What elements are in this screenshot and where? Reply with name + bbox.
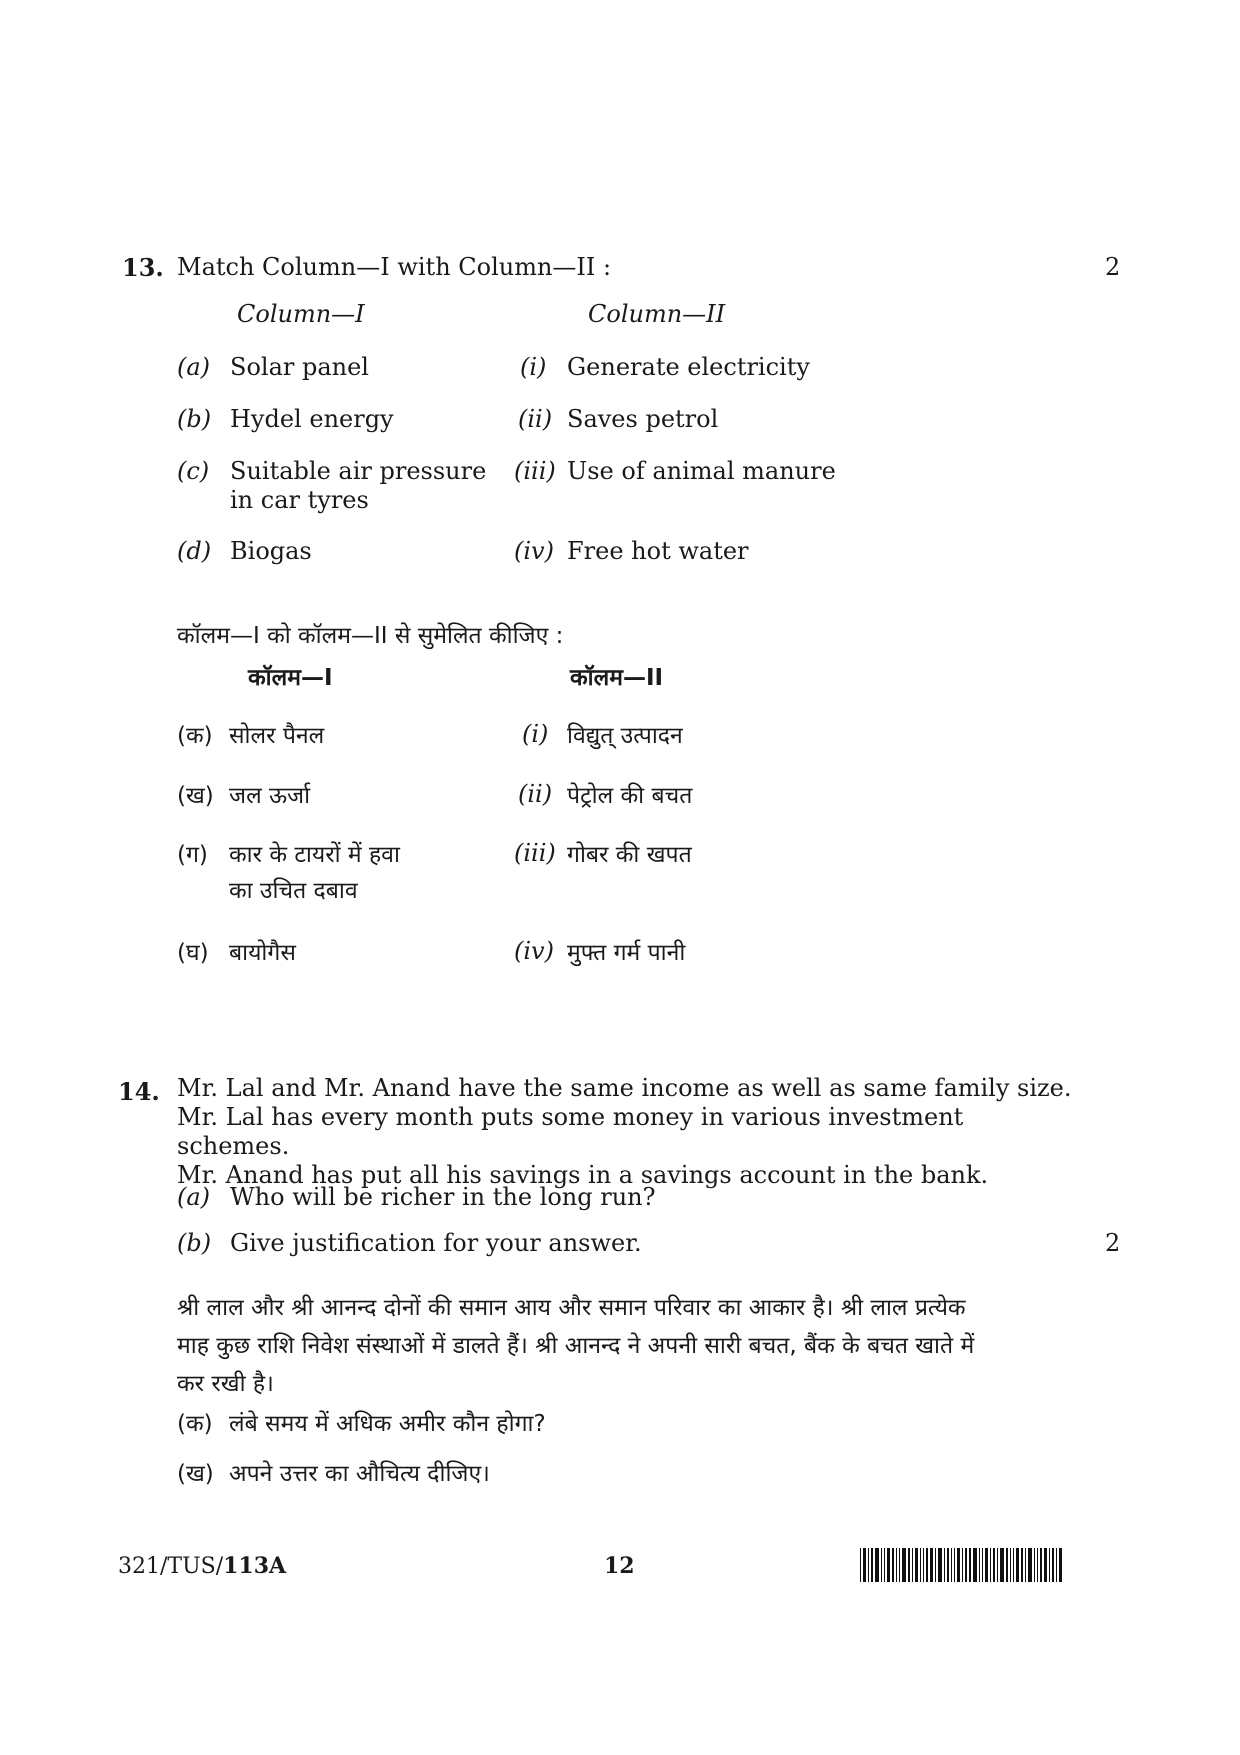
barcode-bar	[982, 1548, 983, 1582]
column-2-item: Generate electricity	[567, 353, 810, 381]
row-numeral: (ii)	[518, 405, 553, 433]
question-14-marks: 2	[1105, 1229, 1121, 1257]
barcode-bar	[985, 1548, 988, 1582]
row-numeral: (ii)	[518, 780, 553, 808]
barcode-bar	[962, 1548, 963, 1582]
question-14-line: Mr. Lal and Mr. Anand have the same income as well as same family size.	[177, 1074, 1072, 1102]
row-label: (a)	[177, 353, 211, 381]
barcode-bar	[881, 1548, 882, 1582]
barcode-bar	[1006, 1548, 1008, 1582]
column-1-item-continued: in car tyres	[230, 486, 369, 514]
barcode-bar	[1034, 1548, 1035, 1582]
row-label: (क)	[177, 723, 213, 749]
barcode-bar	[1044, 1548, 1047, 1582]
barcode-bar	[947, 1548, 949, 1582]
barcode-bar	[1056, 1548, 1057, 1582]
row-numeral: (iv)	[514, 537, 554, 565]
hindi-question-14-line: श्री लाल और श्री आनन्द दोनों की समान आय और समान परिवार का आकार है। श्री लाल प्रत्येक	[177, 1295, 966, 1321]
barcode-bar	[1049, 1548, 1050, 1582]
hindi-column-2-header: कॉलम—II	[570, 665, 664, 691]
barcode-bar	[935, 1548, 936, 1582]
row-numeral: (iii)	[514, 839, 556, 867]
barcode-bar	[990, 1548, 991, 1582]
sub-part-label: (b)	[177, 1229, 212, 1257]
hindi-sub-part-label: (ख)	[177, 1461, 214, 1487]
barcode-bar	[1013, 1548, 1014, 1582]
barcode-bar	[902, 1548, 906, 1582]
column-1-header: Column—I	[237, 300, 365, 328]
barcode-bar	[1025, 1548, 1026, 1582]
barcode-bar	[908, 1548, 910, 1582]
barcode-bar	[912, 1548, 913, 1582]
page-number: 12	[604, 1553, 635, 1579]
hindi-sub-part-text: लंबे समय में अधिक अमीर कौन होगा?	[229, 1411, 546, 1437]
barcode-bar	[1059, 1548, 1062, 1582]
barcode-bar	[965, 1548, 967, 1582]
barcode-bar	[899, 1548, 900, 1582]
column-1-item: Hydel energy	[230, 405, 394, 433]
hindi-column-1-item: बायोगैस	[229, 940, 296, 966]
hindi-sub-part-text: अपने उत्तर का औचित्य दीजिए।	[229, 1461, 490, 1487]
row-numeral: (i)	[522, 720, 549, 748]
hindi-column-1-item: सोलर पैनल	[229, 723, 325, 749]
paper-code-bold: 113A	[223, 1553, 287, 1579]
barcode-bar	[863, 1548, 866, 1582]
column-2-item: Free hot water	[567, 537, 749, 565]
row-label: (ख)	[177, 783, 214, 809]
question-14-line: Mr. Anand has put all his savings in a savings account in the bank.	[177, 1161, 989, 1189]
barcode-bar	[860, 1548, 861, 1582]
barcode-bar	[930, 1548, 933, 1582]
sub-part-text: Who will be richer in the long run?	[230, 1183, 656, 1211]
barcode-bar	[979, 1548, 980, 1582]
row-label: (b)	[177, 405, 212, 433]
barcode-bar	[1040, 1548, 1042, 1582]
barcode	[860, 1548, 1064, 1582]
hindi-column-2-item: गोबर की खपत	[567, 842, 692, 868]
row-numeral: (iv)	[514, 937, 554, 965]
row-label: (d)	[177, 537, 212, 565]
hindi-column-1-header: कॉलम—I	[248, 665, 333, 691]
barcode-bar	[1000, 1548, 1004, 1582]
barcode-bar	[915, 1548, 918, 1582]
column-1-item: Biogas	[230, 537, 312, 565]
barcode-bar	[1028, 1548, 1032, 1582]
barcode-bar	[1010, 1548, 1011, 1582]
barcode-bar	[938, 1548, 942, 1582]
barcode-bar	[923, 1548, 924, 1582]
paper-code-prefix: 321/TUS/	[118, 1554, 224, 1579]
hindi-column-2-item: मुफ्त गर्म पानी	[567, 940, 686, 966]
column-2-header: Column—II	[588, 300, 726, 328]
row-label: (c)	[177, 457, 210, 485]
barcode-bar	[951, 1548, 952, 1582]
barcode-bar	[868, 1548, 869, 1582]
barcode-bar	[884, 1548, 885, 1582]
hindi-column-2-item: पेट्रोल की बचत	[567, 783, 693, 809]
barcode-bar	[875, 1548, 879, 1582]
row-label: (घ)	[177, 940, 209, 966]
hindi-column-1-item-continued: का उचित दबाव	[229, 878, 358, 904]
barcode-bar	[871, 1548, 873, 1582]
question-13-number: 13.	[122, 253, 164, 282]
sub-part-label: (a)	[177, 1183, 211, 1211]
row-label: (ग)	[177, 842, 208, 868]
barcode-bar	[1021, 1548, 1023, 1582]
question-14-line: Mr. Lal has every month puts some money in various investment schemes.	[177, 1103, 964, 1160]
question-14-number: 14.	[118, 1077, 160, 1106]
barcode-bar	[944, 1548, 945, 1582]
barcode-bar	[969, 1548, 971, 1582]
barcode-bar	[1052, 1548, 1054, 1582]
barcode-bar	[887, 1548, 890, 1582]
column-2-item: Use of animal manure	[567, 457, 836, 485]
row-numeral: (i)	[520, 353, 547, 381]
hindi-column-2-item: विद्युत् उत्पादन	[567, 723, 683, 749]
barcode-bar	[997, 1548, 998, 1582]
sub-part-text: Give justification for your answer.	[230, 1229, 642, 1257]
barcode-bar	[1016, 1548, 1019, 1582]
question-13-marks: 2	[1105, 253, 1121, 281]
hindi-question-14-body	[177, 1289, 1077, 1403]
hindi-column-1-item: कार के टायरों में हवा	[229, 842, 400, 868]
barcode-bar	[926, 1548, 928, 1582]
barcode-bar	[954, 1548, 955, 1582]
question-13-prompt: Match Column—I with Column—II :	[177, 253, 612, 281]
barcode-bar	[892, 1548, 894, 1582]
hindi-sub-part-label: (क)	[177, 1411, 213, 1437]
column-1-item: Solar panel	[230, 353, 369, 381]
barcode-bar	[973, 1548, 977, 1582]
question-14-body	[177, 1074, 1077, 1190]
barcode-bar	[920, 1548, 921, 1582]
barcode-bar	[896, 1548, 897, 1582]
paper-code	[118, 1553, 286, 1579]
barcode-bar	[1037, 1548, 1038, 1582]
barcode-bar	[993, 1548, 995, 1582]
hindi-question-13-prompt: कॉलम—I को कॉलम—II से सुमेलित कीजिए :	[177, 623, 564, 649]
hindi-column-1-item: जल ऊर्जा	[229, 783, 311, 809]
row-numeral: (iii)	[514, 457, 556, 485]
column-1-item: Suitable air pressure	[230, 457, 487, 485]
column-2-item: Saves petrol	[567, 405, 719, 433]
hindi-question-14-line: कर रखी है।	[177, 1371, 274, 1397]
hindi-question-14-line: माह कुछ राशि निवेश संस्थाओं में डालते हैं। श्री आनन्द ने अपनी सारी बचत, बैंक के बचत खाते में	[177, 1333, 975, 1359]
barcode-bar	[957, 1548, 960, 1582]
